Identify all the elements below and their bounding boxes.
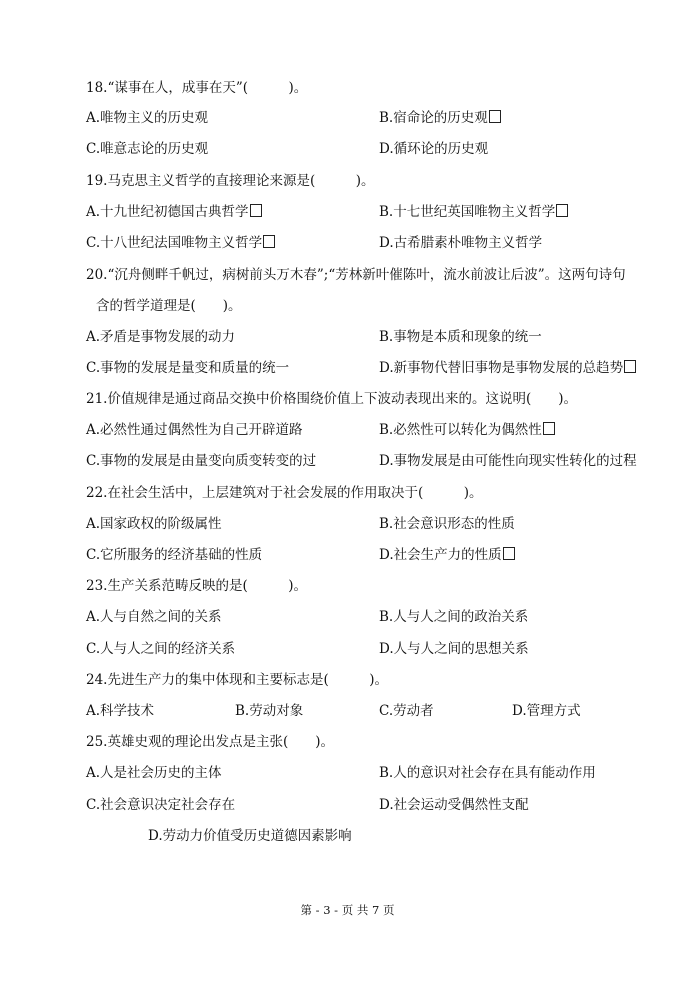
- q23-option-b: B.人与人之间的政治关系: [379, 609, 529, 625]
- q19-option-b: B.十七世纪英国唯物主义哲学: [379, 202, 568, 222]
- checkbox-icon: [543, 422, 555, 435]
- question-21-stem: 21.价值规律是通过商品交换中价格围绕价值上下波动表现出来的。这说明( )。: [86, 391, 578, 407]
- q18-option-a: A.唯物主义的历史观: [86, 110, 209, 126]
- q25-option-c: C.社会意识决定社会存在: [86, 797, 236, 813]
- checkbox-icon: [556, 204, 568, 217]
- q20-option-c: C.事物的发展是量变和质量的统一: [86, 360, 290, 376]
- q24-option-b: B.劳动对象: [235, 703, 304, 719]
- q23-option-d: D.人与人之间的思想关系: [379, 641, 529, 657]
- q22-option-d: D.社会生产力的性质: [379, 545, 515, 565]
- q23-option-c: C.人与人之间的经济关系: [86, 641, 236, 657]
- q25-option-b: B.人的意识对社会存在具有能动作用: [379, 765, 596, 781]
- q19-option-a: A.十九世纪初德国古典哲学: [86, 202, 262, 222]
- q24-option-d: D.管理方式: [512, 703, 581, 719]
- question-20-stem-continued: 含的哲学道理是( )。: [96, 298, 242, 314]
- page-number: 第 - 3 - 页 共 7 页: [300, 903, 395, 917]
- q21-option-c: C.事物的发展是由量变向质变转变的过: [86, 453, 317, 469]
- checkbox-icon: [489, 110, 501, 123]
- q21-option-a: A.必然性通过偶然性为自己开辟道路: [86, 422, 303, 438]
- q25-option-a: A.人是社会历史的主体: [86, 765, 222, 781]
- question-18-stem: 18.“谋事在人，成事在天”( )。: [86, 80, 308, 96]
- q25-option-d: D.社会运动受偶然性支配: [379, 797, 529, 813]
- question-20-stem: 20.“沉舟侧畔千帆过，病树前头万木春”;“芳林新叶催陈叶，流水前波让后波”。这两句诗句: [86, 267, 626, 283]
- checkbox-icon: [624, 360, 636, 373]
- q22-option-c: C.它所服务的经济基础的性质: [86, 547, 263, 563]
- q24-option-a: A.科学技术: [86, 703, 155, 719]
- question-19-stem: 19.马克思主义哲学的直接理论来源是( )。: [86, 173, 375, 189]
- q20-option-a: A.矛盾是事物发展的动力: [86, 329, 236, 345]
- q20-option-d: D.新事物代替旧事物是事物发展的总趋势: [379, 358, 636, 378]
- q25-extra-option: D.劳动力价值受历史道德因素影响: [148, 828, 352, 844]
- q23-option-a: A.人与自然之间的关系: [86, 609, 222, 625]
- q24-option-c: C.劳动者: [379, 703, 434, 719]
- q20-option-b: B.事物是本质和现象的统一: [379, 329, 542, 345]
- q22-option-b: B.社会意识形态的性质: [379, 516, 515, 532]
- q21-option-d: D.事物发展是由可能性向现实性转化的过程: [379, 453, 637, 469]
- q21-option-b: B.必然性可以转化为偶然性: [379, 420, 555, 440]
- question-23-stem: 23.生产关系范畴反映的是( )。: [86, 578, 308, 594]
- checkbox-icon: [503, 547, 515, 560]
- checkbox-icon: [263, 235, 275, 248]
- question-24-stem: 24.先进生产力的集中体现和主要标志是( )。: [86, 672, 389, 688]
- q22-option-a: A.国家政权的阶级属性: [86, 516, 222, 532]
- question-25-stem: 25.英雄史观的理论出发点是主张( )。: [86, 734, 335, 750]
- q19-option-c: C.十八世纪法国唯物主义哲学: [86, 233, 275, 253]
- checkbox-icon: [250, 204, 262, 217]
- q18-option-c: C.唯意志论的历史观: [86, 141, 209, 157]
- question-22-stem: 22.在社会生活中，上层建筑对于社会发展的作用取决于( )。: [86, 485, 483, 501]
- q18-option-b: B.宿命论的历史观: [379, 108, 501, 128]
- q18-option-d: D.循环论的历史观: [379, 141, 489, 157]
- q19-option-d: D.古希腊素朴唯物主义哲学: [379, 235, 543, 251]
